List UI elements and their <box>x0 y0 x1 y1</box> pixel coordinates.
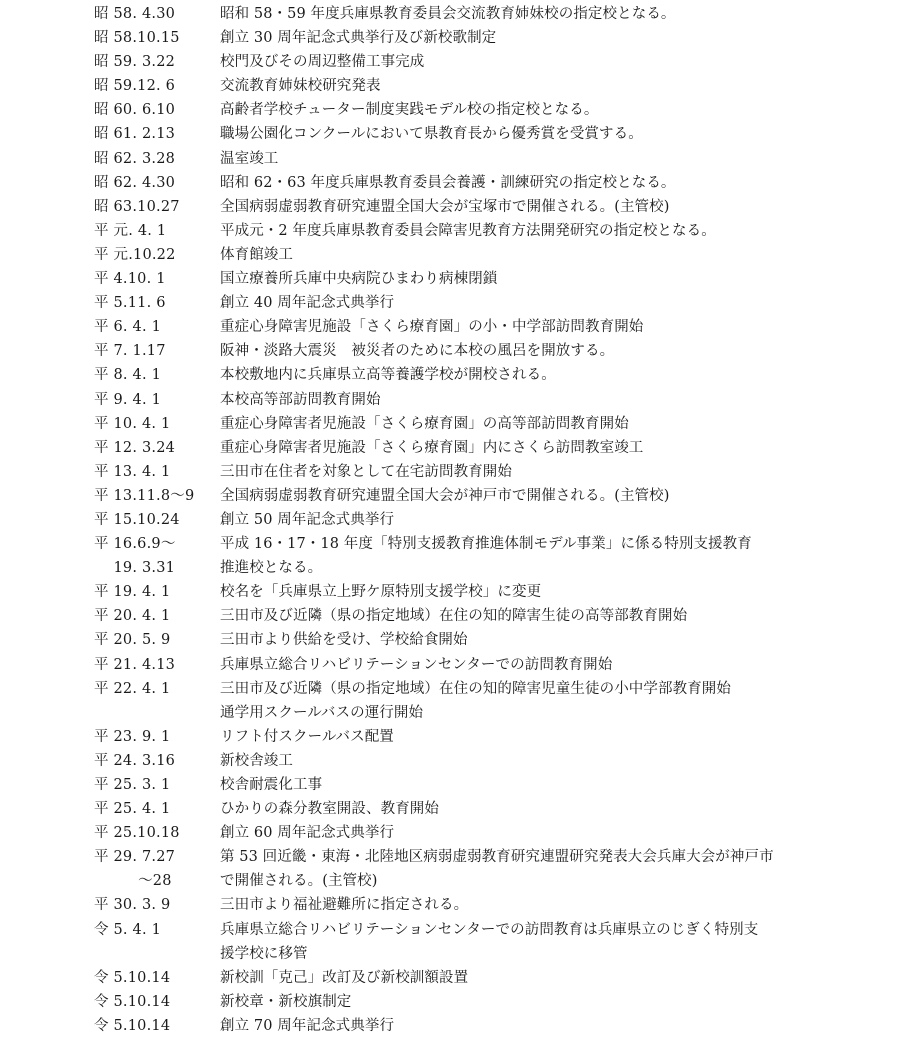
history-event: 温室竣工 <box>220 150 279 167</box>
history-date: 昭 62. 3.28 <box>94 150 176 167</box>
history-date: 平 元. 4. 1 <box>94 222 167 239</box>
history-date: 平 24. 3.16 <box>94 752 176 769</box>
history-row <box>0 556 910 580</box>
history-event: 三田市より福祉避難所に指定される。 <box>220 897 469 914</box>
history-row <box>0 412 910 436</box>
history-row <box>0 677 910 701</box>
history-row <box>0 845 910 869</box>
history-event: 交流教育姉妹校研究発表 <box>220 78 381 95</box>
history-date: 平 21. 4.13 <box>94 656 176 673</box>
history-row <box>0 749 910 773</box>
history-date: 平 20. 5. 9 <box>94 632 171 649</box>
history-row <box>0 147 910 171</box>
history-date: 平 4.10. 1 <box>94 271 166 288</box>
history-event: 全国病弱虚弱教育研究連盟全国大会が神戸市で開催される。(主管校) <box>220 487 670 504</box>
history-event: 三田市及び近隣（県の指定地域）在住の知的障害生徒の高等部教育開始 <box>220 608 688 625</box>
history-row <box>0 990 910 1014</box>
history-row <box>0 339 910 363</box>
history-row <box>0 363 910 387</box>
history-row <box>0 604 910 628</box>
history-row <box>0 580 910 604</box>
history-event: で開催される。(主管校) <box>220 873 378 890</box>
history-date: 昭 61. 2.13 <box>94 126 176 143</box>
history-date: 平 13.11.8〜9 <box>94 487 195 504</box>
history-date: 昭 62. 4.30 <box>94 174 176 191</box>
history-row <box>0 267 910 291</box>
history-event: 創立 30 周年記念式典挙行及び新校歌制定 <box>220 30 497 47</box>
history-date: 平 7. 1.17 <box>94 343 166 360</box>
history-date: 平 8. 4. 1 <box>94 367 162 384</box>
history-row <box>0 653 910 677</box>
history-date: 19. 3.31 <box>94 560 176 577</box>
history-date: 令 5.10.14 <box>94 993 171 1010</box>
history-date: 昭 59. 3.22 <box>94 54 176 71</box>
history-row <box>0 701 910 725</box>
history-event: 推進校となる。 <box>220 560 323 577</box>
history-event: 援学校に移管 <box>220 945 308 962</box>
history-event: 高齢者学校チューター制度実践モデル校の指定校となる。 <box>220 102 599 119</box>
history-event: 創立 70 周年記念式典挙行 <box>220 1017 395 1034</box>
history-row <box>0 508 910 532</box>
history-event: 兵庫県立総合リハビリテーションセンターでの訪問教育開始 <box>220 656 613 673</box>
history-row <box>0 628 910 652</box>
history-date: 平 15.10.24 <box>94 511 180 528</box>
history-event: ひかりの森分教室開設、教育開始 <box>220 801 439 818</box>
history-event: 校門及びその周辺整備工事完成 <box>220 54 425 71</box>
history-event: 三田市在住者を対象として在宅訪問教育開始 <box>220 463 512 480</box>
history-row <box>0 436 910 460</box>
history-date: 昭 58.10.15 <box>94 30 180 47</box>
history-date: 平 13. 4. 1 <box>94 463 171 480</box>
history-date: 平 30. 3. 9 <box>94 897 171 914</box>
history-row <box>0 797 910 821</box>
history-date: 平 9. 4. 1 <box>94 391 162 408</box>
history-row <box>0 484 910 508</box>
history-date: 昭 60. 6.10 <box>94 102 176 119</box>
history-event: 国立療養所兵庫中央病院ひまわり病棟閉鎖 <box>220 271 498 288</box>
history-event: 昭和 58・59 年度兵庫県教育委員会交流教育姉妹校の指定校となる。 <box>220 6 676 22</box>
history-event: 兵庫県立総合リハビリテーションセンターでの訪問教育は兵庫県立のじぎく特別支 <box>220 921 759 938</box>
history-event: 三田市及び近隣（県の指定地域）在住の知的障害児童生徒の小中学部教育開始 <box>220 680 731 697</box>
history-date: 平 25. 3. 1 <box>94 777 171 793</box>
history-row <box>0 918 910 942</box>
history-date: 平 23. 9. 1 <box>94 728 171 745</box>
history-row <box>0 966 910 990</box>
history-date: 平 22. 4. 1 <box>94 680 171 697</box>
history-event: 全国病弱虚弱教育研究連盟全国大会が宝塚市で開催される。(主管校) <box>220 198 670 215</box>
history-event: 新校章・新校旗制定 <box>220 993 352 1010</box>
history-event: 本校高等部訪問教育開始 <box>220 391 381 408</box>
history-date: 昭 63.10.27 <box>94 198 180 215</box>
history-event: 職場公園化コンクールにおいて県教育長から優秀賞を受賞する。 <box>220 126 643 143</box>
history-date: 昭 59.12. 6 <box>94 78 176 95</box>
history-date: 平 29. 7.27 <box>94 849 176 866</box>
history-row <box>0 98 910 122</box>
history-event: 阪神・淡路大震災 被災者のために本校の風呂を開放する。 <box>220 343 615 360</box>
history-event: 通学用スクールバスの運行開始 <box>220 704 424 721</box>
history-event: 昭和 62・63 年度兵庫県教育委員会養護・訓練研究の指定校となる。 <box>220 174 676 191</box>
history-row <box>0 315 910 339</box>
history-row <box>0 869 910 893</box>
history-date: 昭 58. 4.30 <box>94 6 176 22</box>
history-row <box>0 2 910 26</box>
history-row <box>0 773 910 797</box>
history-row <box>0 74 910 98</box>
history-event: 平成元・2 年度兵庫県教育委員会障害児教育方法開発研究の指定校となる。 <box>220 222 716 239</box>
history-event: 三田市より供給を受け、学校給食開始 <box>220 632 468 649</box>
history-row <box>0 50 910 74</box>
history-date: 〜28 <box>94 873 172 890</box>
history-row <box>0 821 910 845</box>
history-event: 本校敷地内に兵庫県立高等養護学校が開校される。 <box>220 367 556 384</box>
history-row <box>0 893 910 917</box>
history-row <box>0 243 910 267</box>
history-row <box>0 171 910 195</box>
history-date: 平 5.11. 6 <box>94 295 166 312</box>
history-event: 新校舎竣工 <box>220 752 293 769</box>
history-row <box>0 942 910 966</box>
history-row <box>0 219 910 243</box>
history-row <box>0 532 910 556</box>
history-date: 平 16.6.9〜 <box>94 536 176 553</box>
history-row <box>0 291 910 315</box>
history-event: 創立 50 周年記念式典挙行 <box>220 511 395 528</box>
history-row <box>0 195 910 219</box>
history-event: 重症心身障害児施設「さくら療育園」の小・中学部訪問教育開始 <box>220 319 644 336</box>
history-event: 創立 40 周年記念式典挙行 <box>220 295 395 312</box>
history-event: 新校訓「克己」改訂及び新校訓額設置 <box>220 969 469 986</box>
history-date: 平 6. 4. 1 <box>94 319 162 336</box>
history-event: 重症心身障害者児施設「さくら療育園」の高等部訪問教育開始 <box>220 415 629 432</box>
history-event: 体育館竣工 <box>220 246 293 263</box>
history-event: 創立 60 周年記念式典挙行 <box>220 825 395 842</box>
history-date: 平 12. 3.24 <box>94 439 176 456</box>
history-row <box>0 1014 910 1038</box>
history-event: 平成 16・17・18 年度「特別支援教育推進体制モデル事業」に係る特別支援教育 <box>220 536 752 553</box>
history-row <box>0 388 910 412</box>
history-row <box>0 26 910 50</box>
history-event: 重症心身障害者児施設「さくら療育園」内にさくら訪問教室竣工 <box>220 439 644 456</box>
history-event: 校舎耐震化工事 <box>220 777 323 793</box>
history-event: 校名を「兵庫県立上野ケ原特別支援学校」に変更 <box>220 584 542 601</box>
history-date: 令 5.10.14 <box>94 969 171 986</box>
history-row <box>0 122 910 146</box>
history-date: 平 19. 4. 1 <box>94 584 171 601</box>
history-event: 第 53 回近畿・東海・北陸地区病弱虚弱教育研究連盟研究発表大会兵庫大会が神戸市 <box>220 849 774 866</box>
history-event: リフト付スクールバス配置 <box>220 728 394 745</box>
school-history-timeline <box>0 2 910 1038</box>
history-row <box>0 725 910 749</box>
history-date: 平 10. 4. 1 <box>94 415 171 432</box>
history-date: 令 5. 4. 1 <box>94 921 162 938</box>
history-date: 平 元.10.22 <box>94 246 176 263</box>
history-date: 令 5.10.14 <box>94 1017 171 1034</box>
history-date: 平 25.10.18 <box>94 825 180 842</box>
history-date: 平 25. 4. 1 <box>94 801 171 818</box>
history-date: 平 20. 4. 1 <box>94 608 171 625</box>
history-row <box>0 460 910 484</box>
